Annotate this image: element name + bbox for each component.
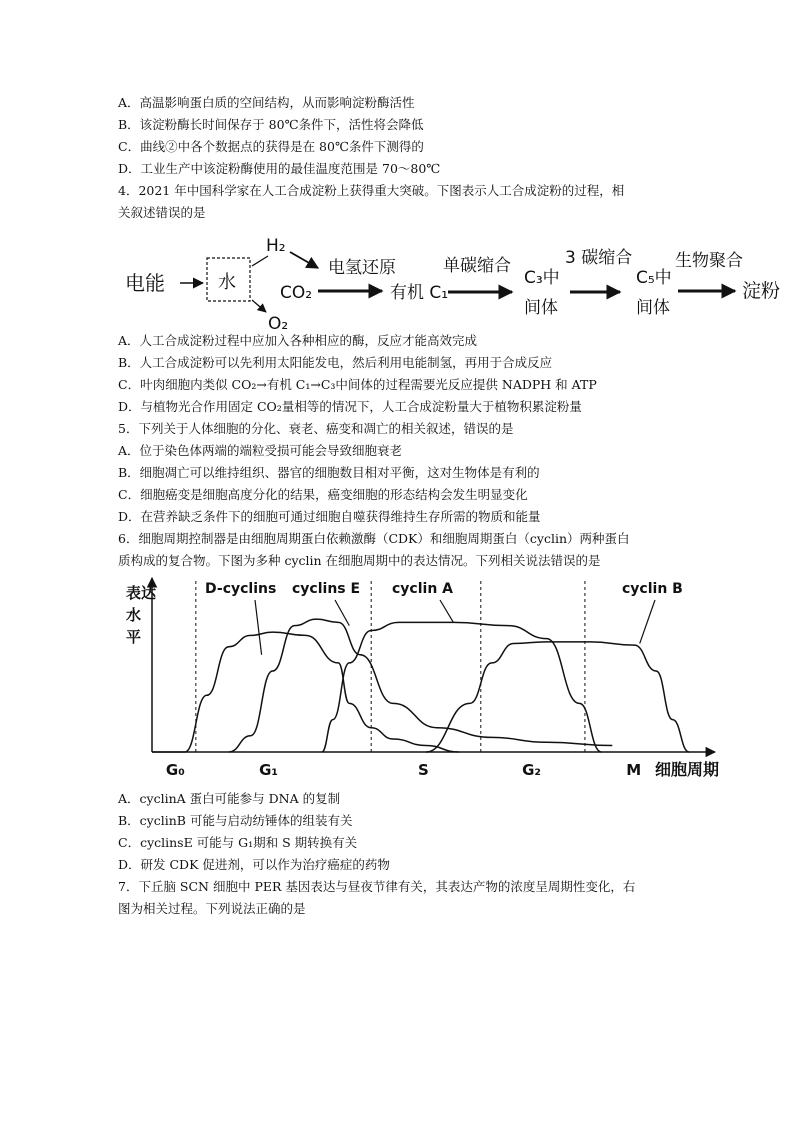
series-curve-0 [152, 632, 459, 752]
q4-stem-line1: 4．2021 年中国科学家在人工合成淀粉上获得重大突破。下图表示人工合成淀粉的过程，相 [118, 183, 625, 198]
q6-option-a: A．cyclinA 蛋白可能参与 DNA 的复制 [118, 791, 341, 806]
y-axis-label-part3: 平 [126, 628, 142, 646]
q5-option-d: D．在营养缺乏条件下的细胞可通过细胞自噬获得维持生存所需的物质和能量 [118, 509, 541, 524]
phase-label-2: S [418, 761, 429, 779]
series-curve-1 [229, 619, 613, 752]
q4-option-a: A．人工合成淀粉过程中应加入各种相应的酶，反应才能高效完成 [118, 333, 478, 348]
diagram-step4: 生物聚合 [675, 251, 743, 271]
q3-option-d: D．工业生产中该淀粉酶使用的最佳温度范围是 70～80℃ [118, 161, 441, 176]
q6-option-c: C．cyclinsE 可能与 G₁期和 S 期转换有关 [118, 835, 358, 850]
q3-option-b: B．该淀粉酶长时间保存于 80℃条件下，活性将会降低 [118, 117, 424, 132]
diagram-step1: 电氢还原 [328, 258, 396, 278]
series-leader-0 [255, 600, 262, 655]
diagram-water: 水 [218, 272, 236, 293]
q6-stem-line2: 质构成的复合物。下图为多种 cyclin 在细胞周期中的表达情况。下列相关说法错误的是 [118, 553, 601, 568]
series-leader-3 [640, 600, 655, 643]
diagram-product1: 有机 C₁ [390, 283, 449, 303]
q4-option-c: C．叶肉细胞内类似 CO₂→有机 C₁→C₃中间体的过程需要光反应提供 NADPH 和 ATP [118, 377, 597, 392]
series-leader-2 [440, 600, 453, 622]
diagram-final: 淀粉 [742, 280, 781, 302]
diagram-step3: 3 碳缩合 [565, 248, 633, 268]
phase-label-3: G₂ [522, 761, 542, 779]
y-axis-label-part2: 水 [126, 606, 142, 624]
y-axis-label-part1: 表达 [126, 584, 157, 602]
q7-stem-line1: 7．下丘脑 SCN 细胞中 PER 基因表达与昼夜节律有关，其表达产物的浓度呈周期性变化，右 [118, 879, 636, 894]
series-label-1: cyclins E [292, 581, 361, 597]
diagram-product2-line1: C₃中 [524, 268, 560, 288]
series-label-2: cyclin A [392, 581, 453, 597]
phase-label-1: G₁ [259, 761, 278, 779]
q3-option-a: A．高温影响蛋白质的空间结构，从而影响淀粉酶活性 [118, 95, 415, 110]
q4-stem-line2: 关叙述错误的是 [118, 205, 206, 220]
diagram-source: 电能 [125, 271, 165, 295]
diagram-o2: O₂ [268, 314, 289, 334]
diagram-product2-line2: 间体 [524, 298, 558, 318]
diagram-step2: 单碳缩合 [443, 256, 511, 276]
x-axis-label: 细胞周期 [655, 760, 720, 779]
q5-stem: 5．下列关于人体细胞的分化、衰老、癌变和凋亡的相关叙述，错误的是 [118, 421, 514, 436]
q5-option-c: C．细胞癌变是细胞高度分化的结果，癌变细胞的形态结构会发生明显变化 [118, 487, 528, 502]
series-label-0: D-cyclins [205, 581, 277, 597]
q3-option-c: C．曲线②中各个数据点的获得是在 80℃条件下测得的 [118, 139, 424, 154]
q4-option-b: B．人工合成淀粉可以先利用太阳能发电，然后利用电能制氢，再用于合成反应 [118, 355, 553, 370]
series-curve-3 [426, 642, 689, 752]
phase-label-0: G₀ [165, 761, 185, 779]
diagram-h2: H₂ [266, 236, 286, 256]
q6-option-b: B．cyclinB 可能与启动纺锤体的组装有关 [118, 813, 353, 828]
diagram-co2: CO₂ [280, 283, 313, 303]
diagram-product3-line2: 间体 [636, 298, 670, 318]
q7-stem-line2: 图为相关过程。下列说法正确的是 [118, 901, 306, 916]
phase-label-4: M [626, 761, 642, 779]
q6-option-d: D．研发 CDK 促进剂，可以作为治疗癌症的药物 [118, 857, 390, 872]
diagram-product3-line1: C₅中 [636, 268, 672, 288]
series-label-3: cyclin B [622, 581, 683, 597]
q4-option-d: D．与植物光合作用固定 CO₂量相等的情况下，人工合成淀粉量大于植物积累淀粉量 [118, 399, 582, 414]
q5-option-b: B．细胞凋亡可以维持组织、器官的细胞数目相对平衡，这对生物体是有利的 [118, 465, 540, 480]
q5-option-a: A．位于染色体两端的端粒受损可能会导致细胞衰老 [118, 443, 403, 458]
q6-stem-line1: 6．细胞周期控制器是由细胞周期蛋白依赖激酶（CDK）和细胞周期蛋白（cyclin）两种蛋白 [118, 531, 630, 546]
